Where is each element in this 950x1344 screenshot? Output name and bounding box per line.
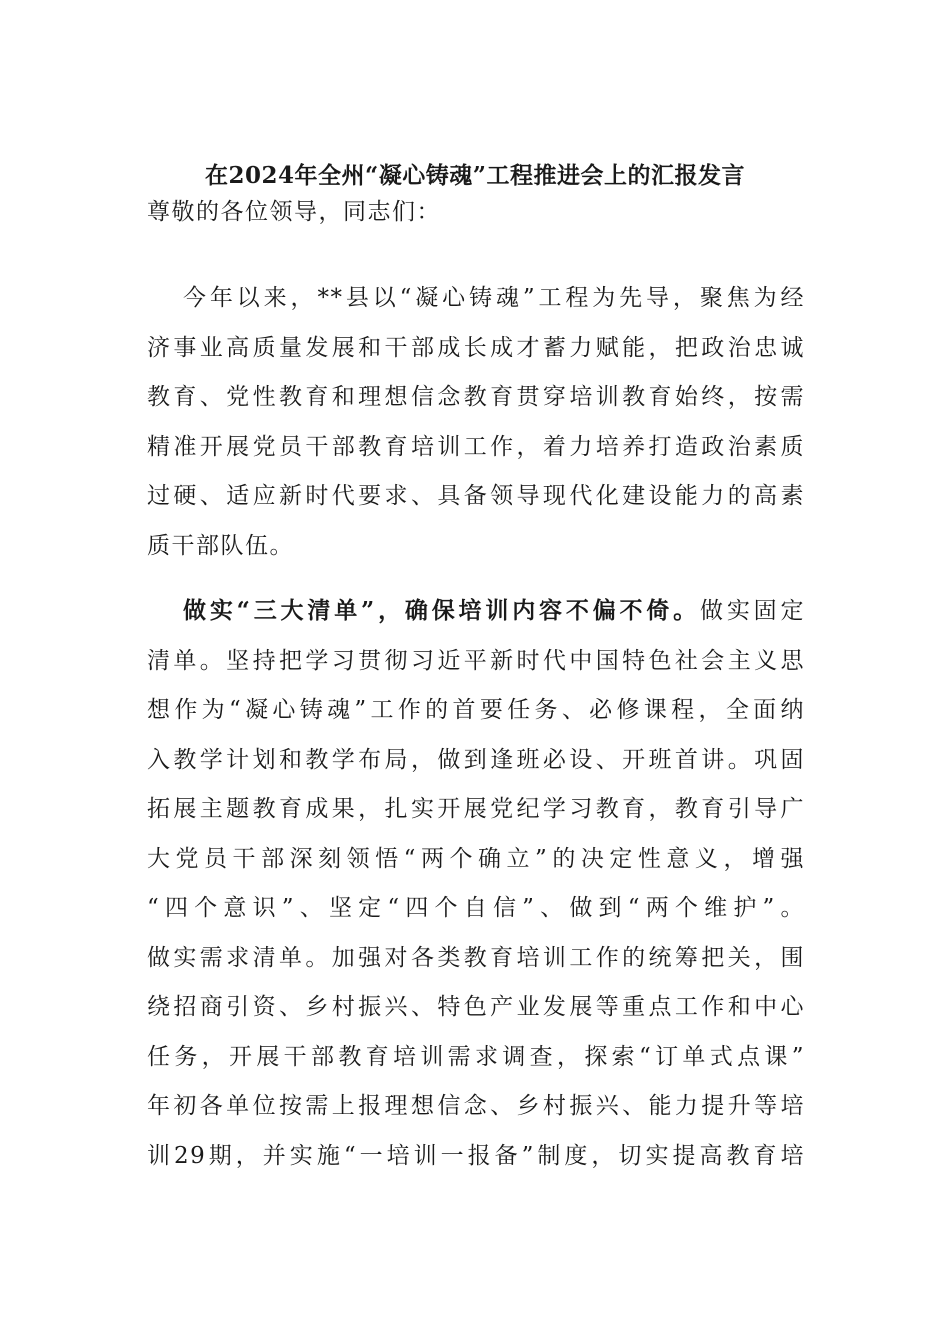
heading-continuation: 做实固定 bbox=[700, 598, 805, 624]
paragraph-line: 质干部队伍。 bbox=[147, 532, 294, 559]
paragraph-line: 精准开展党员干部教育培训工作，着力培养打造政治素质 bbox=[147, 433, 805, 460]
paragraph-line: 做实需求清单。加强对各类教育培训工作的统筹把关，围 bbox=[147, 944, 805, 971]
paragraph-line: 教育、党性教育和理想信念教育贯穿培训教育始终，按需 bbox=[147, 384, 805, 410]
paragraph-line: 任务，开展干部教育培训需求调查，探索“订单式点课” bbox=[147, 1043, 805, 1070]
document-title: 在2024年全州“凝心铸魂”工程推进会上的汇报发言 bbox=[205, 162, 745, 189]
paragraph-line: “四个意识”、坚定“四个自信”、做到“两个维护”。 bbox=[147, 895, 805, 921]
paragraph-line: 今年以来，**县以“凝心铸魂”工程为先导，聚焦为经 bbox=[183, 285, 805, 311]
paragraph-three-lists bbox=[147, 586, 805, 1181]
paragraph-line: 绕招商引资、乡村振兴、特色产业发展等重点工作和中心 bbox=[147, 994, 805, 1020]
paragraph-line: 过硬、适应新时代要求、具备领导现代化建设能力的高素 bbox=[147, 483, 805, 509]
paragraph-line: 想作为“凝心铸魂”工作的首要任务、必修课程，全面纳 bbox=[147, 697, 805, 723]
paragraph-line: 大党员干部深刻领悟“两个确立”的决定性意义，增强 bbox=[147, 845, 805, 872]
paragraph-line: 年初各单位按需上报理想信念、乡村振兴、能力提升等培 bbox=[147, 1093, 805, 1119]
salutation bbox=[147, 188, 805, 238]
paragraph-line: 入教学计划和教学布局，做到逢班必设、开班首讲。巩固 bbox=[147, 746, 805, 773]
salutation-line: 尊敬的各位领导，同志们： bbox=[147, 199, 441, 225]
section-heading: 做实“三大清单”，确保培训内容不偏不倚。 bbox=[183, 597, 701, 624]
paragraph-intro bbox=[147, 274, 805, 571]
paragraph-first-line bbox=[147, 586, 805, 637]
paragraph-line: 训29期，并实施“一培训一报备”制度，切实提高教育培 bbox=[147, 1142, 805, 1169]
paragraph-line: 拓展主题教育成果，扎实开展党纪学习教育，教育引导广 bbox=[147, 796, 805, 822]
paragraph-line: 清单。坚持把学习贯彻习近平新时代中国特色社会主义思 bbox=[147, 647, 805, 674]
paragraph-line: 济事业高质量发展和干部成长成才蓄力赋能，把政治忠诚 bbox=[147, 334, 805, 361]
